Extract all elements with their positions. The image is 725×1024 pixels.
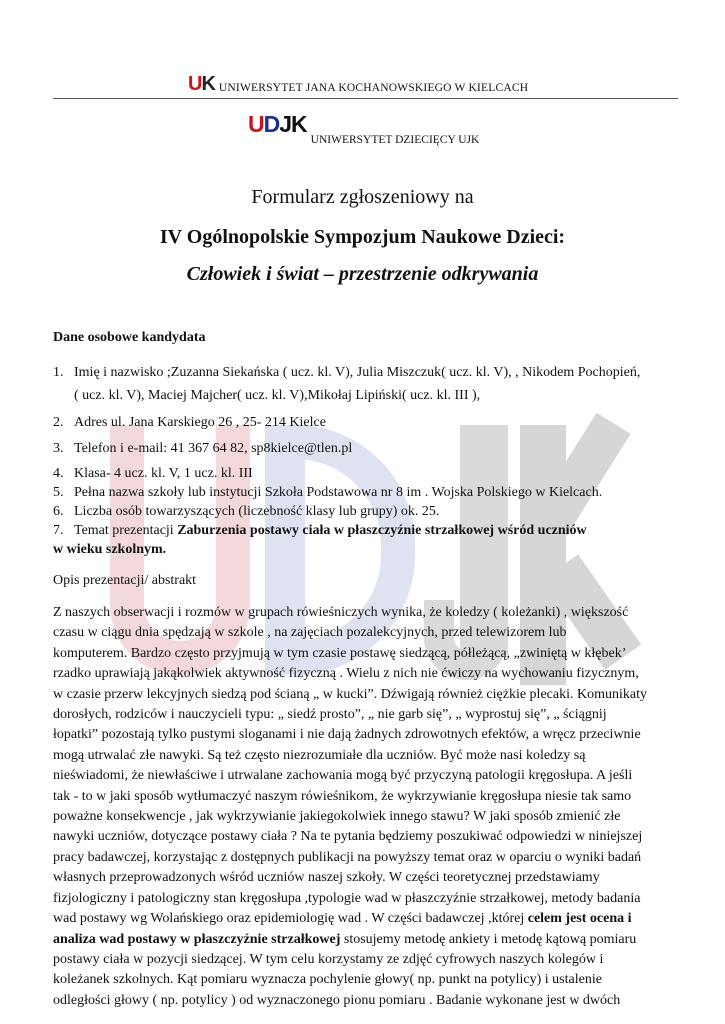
abstract-line [53, 623, 678, 643]
abstract-text-segment: Z naszych obserwacji i rozmów w grupach rówieśniczych wynika, że koledzy ( koleżanki) , większość [53, 605, 629, 620]
abstract-text-segment: nawyki uczniów, dotyczące postawy ciała ? Na te pytania będziemy poszukiwać odpowiedzi w niniejszej [53, 829, 643, 845]
list-item: 3. Telefon i e-mail: 41 367 64 82, sp8kielce@tlen.pl [53, 441, 353, 456]
list-item: 4. Klasa- 4 ucz. kl. V, 1 ucz. kl. III [53, 466, 253, 481]
section-title: Dane osobowe kandydata [53, 330, 206, 345]
list-item-continuation: w wieku szkolnym. [53, 542, 167, 557]
abstract-text-segment: koleżanek szkolnych. Kąt pomiaru wyznacza pochylenie głowy( np. punkt na potylicy) i ustalenie [53, 972, 602, 988]
symposium-title: IV Ogólnopolskie Sympozjum Naukowe Dzieci: [159, 226, 566, 248]
abstract-line [53, 889, 678, 909]
abstract-text-segment: fizjologiczny i patologiczny stan kręgosłupa ,typologie wad w płaszczyźnie strzałkowej, metody badania [53, 890, 641, 906]
list-item-continuation: ( ucz. kl. V), Maciej Majcher( ucz. kl. V),Mikołaj Lipiński( ucz. kl. III ), [74, 388, 481, 403]
abstract-line [53, 930, 678, 950]
childrens-university-name: UNIWERSYTET DZIECIĘCY UJK [310, 134, 480, 146]
abstract-line [53, 970, 678, 990]
abstract-text-segment: rzadko uprawiają jakąkolwiek aktywność fizyczną . Wielu z nich nie ćwiczy na wychowaniu fizycznym, [53, 666, 639, 682]
abstract-line [53, 868, 678, 888]
abstract-text-segment: stosujemy metodę ankiety i metodę kątową pomiaru [340, 931, 637, 947]
university-header [188, 72, 528, 94]
abstract-text-segment: tak - to w jaki sposób wytłumaczyć naszym rówieśnikom, że wykrzywianie kręgosłupa niesie tak samo [53, 788, 632, 804]
abstract-text-segment: łopatki” pozostają tylko pustymi sloganami i nie dają żadnych zdrowotnych efektów, a wręcz przeciwnie [53, 727, 641, 743]
abstract-bold-text: celem jest ocena i [527, 911, 632, 927]
abstract-line [53, 848, 678, 868]
udjk-logo: UDJK [248, 111, 307, 137]
abstract-line [53, 909, 678, 929]
abstract-line [53, 685, 678, 705]
abstract-line [53, 603, 678, 623]
abstract-text-segment: pracy badawczej, korzystając z dostępnych publikacji na powyższy temat oraz w oparciu o wyniki badań [53, 849, 642, 865]
form-title: Formularz zgłoszeniowy na [251, 186, 474, 208]
list-item: 1. Imię i nazwisko ;Zuzanna Siekańska ( ucz. kl. V), Julia Miszczuk( ucz. kl. V), , Nikodem Pochopień, [53, 365, 641, 380]
abstract-line [53, 766, 678, 786]
abstract-bold-text: analiza wad postawy w płaszczyźnie strzałkowej [53, 931, 341, 947]
abstract-line [53, 807, 678, 827]
abstract-line [53, 664, 678, 684]
list-item: 2. Adres ul. Jana Karskiego 26 , 25- 214 Kielce [53, 415, 326, 430]
abstract-line [53, 746, 678, 766]
abstract-text-segment: mogą utrwalać złe nawyki. Są też często niezrozumiałe dla uczniów. Być może nasi koledzy są [53, 747, 586, 763]
symposium-subtitle: Człowiek i świat – przestrzenie odkrywania [186, 263, 539, 285]
abstract-line [53, 705, 678, 725]
abstract-text-segment: wad postawy wg Wolańskiego oraz epidemiologię wad . W części badawczej ,której [53, 911, 528, 927]
abstract-line [53, 644, 678, 664]
childrens-university-header [248, 111, 480, 146]
abstract-line [53, 725, 678, 745]
abstract-text-segment: własnych przeprowadzonych wśród uczniów naszej szkoły. W części teoretycznej przedstawiamy [53, 870, 600, 886]
abstract-text-segment: dorosłych, rodziców i nauczycieli typu: „ siedź prosto”, „ nie garb się”, „ wyprostuj się”, „ ściągnij [53, 707, 607, 723]
list-item: 7. Temat prezentacji Zaburzenia postawy ciała w płaszczyźnie strzałkowej wśród uczniów [53, 523, 587, 538]
ujk-logo: UK [188, 73, 215, 95]
university-name: UNIWERSYTET JANA KOCHANOWSKIEGO W KIELCACH [218, 82, 529, 94]
abstract-line [53, 827, 678, 847]
abstract-text [53, 603, 678, 1011]
abstract-text-segment: postawy ciała w pozycji siedzącej. W tym celu korzystamy ze zdjęć cyfrowych naszych kolegów i [53, 951, 604, 967]
abstract-text-segment: nieświadomi, że niewłaściwe i utrwalane zachowania mogą być przyczyną patologii kręgosłupa. A jeśli [53, 768, 633, 784]
abstract-text-segment: czasu w ciągu dnia spędzają w szkole , na zajęciach pozalekcyjnych, przed telewizorem lub [53, 625, 567, 641]
abstract-text-segment: komputerem. Bardzo często przyjmują w tym czasie postawę siedzącą, półleżącą, „zwiniętą w kłębek’ [53, 645, 627, 661]
abstract-line [53, 787, 678, 807]
abstract-line [53, 950, 678, 970]
list-item: 6. Liczba osób towarzyszących (liczebność klasy lub grupy) ok. 25. [53, 504, 440, 519]
abstract-label: Opis prezentacji/ abstrakt [53, 573, 197, 588]
header-rule [53, 98, 678, 99]
abstract-text-segment: poważne konsekwencje , jak wykrzywianie jakiegokolwiek innego stawu? W jaki sposób zmienić złe [53, 809, 621, 825]
abstract-text-segment: odległości głowy ( np. potylicy ) od wyznaczonego pionu pomiaru . Badanie wykonane jest w dwóch [53, 992, 621, 1008]
abstract-line [53, 991, 678, 1011]
abstract-text-segment: w czasie przerw lekcyjnych siedzą pod ścianą „ w kucki”. Dźwigają również ciężkie plecaki. Komunikaty [53, 686, 647, 702]
list-item: 5. Pełna nazwa szkoły lub instytucji Szkoła Podstawowa nr 8 im . Wojska Polskiego w Kielcach. [53, 485, 603, 500]
